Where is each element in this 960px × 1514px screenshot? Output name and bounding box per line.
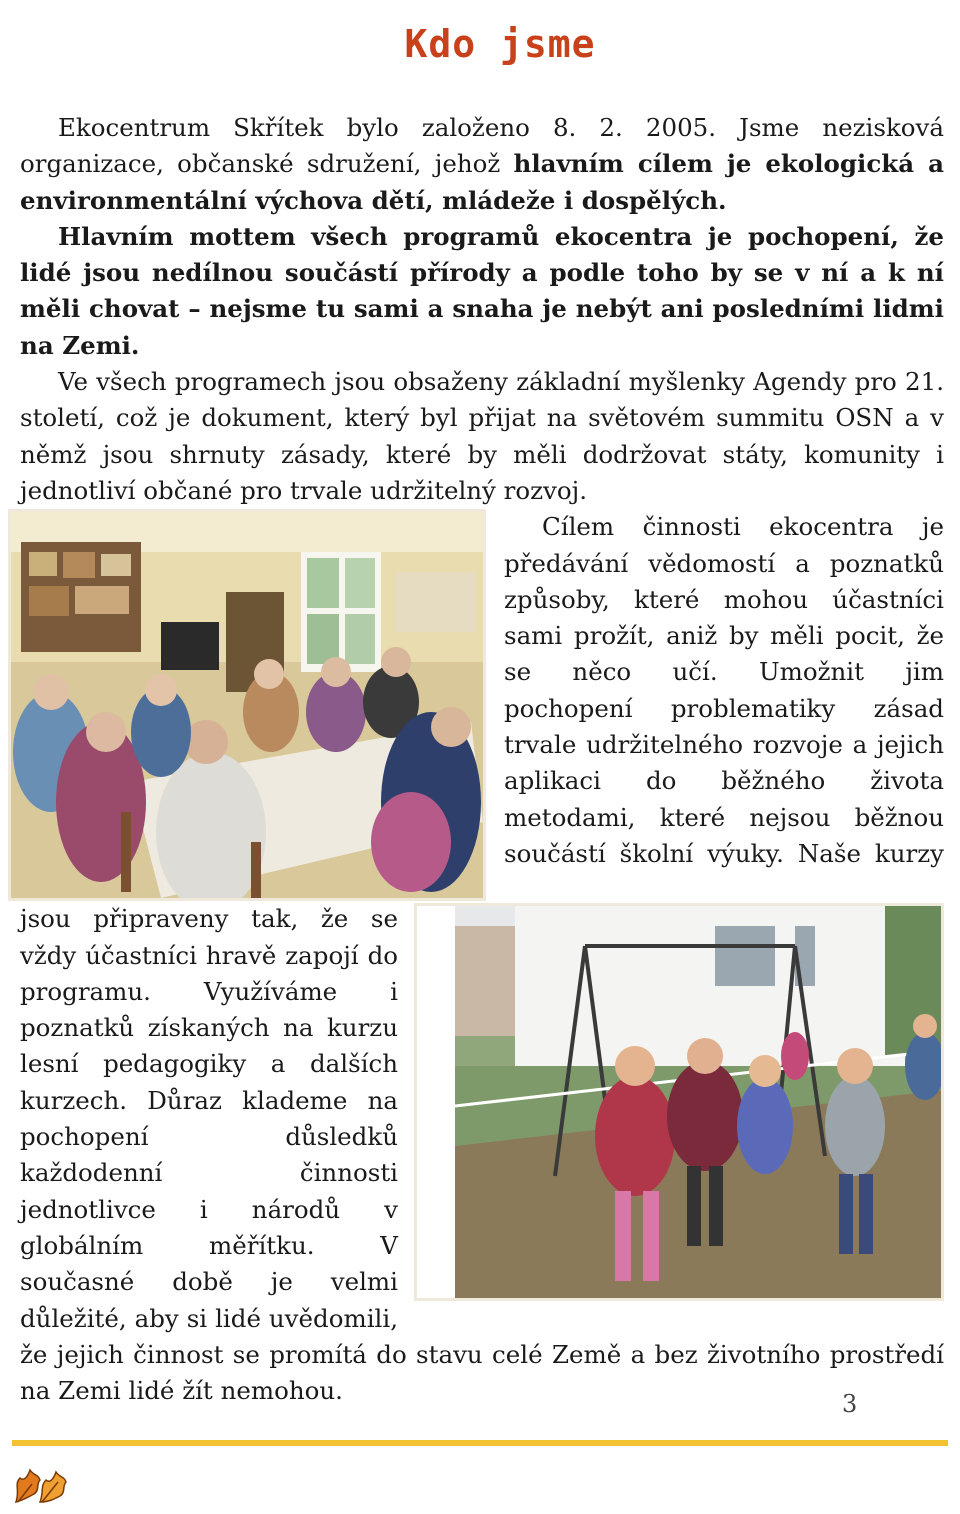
page-number: 3	[842, 1390, 858, 1418]
main-goal-text: hlavním cílem je ekologická a environmentální výchova dětí, mládeže i dospělých.	[20, 149, 944, 215]
goals-text: Cílem činnosti ekocentra je předávání vědomostí a poznatků způsoby, které mohou účastníci sami prožít, aniž by měli pocit, že se něco učí. Umožnit jim pochopení problematiky zásad trvale udržitelného rozvoje a jejich aplikaci do běžného života metodami, které nejsou běžnou součástí školní výuky. Naše kurzy jsou připraveny tak, že se vždy účastníci hravě zapojí do programu. Využíváme i poznatků získaných na kurzu lesní pedagogiky a dalších kurzech. Důraz klademe na pochopení důsledků každodenní činnosti jednotlivce i národů v globálním měřítku. V současné době je velmi důležité, aby si lidé uvědomili, že jejich činnost se promítá do stavu celé Země a bez životního prostředí na Zemi lidé žít nemohou.	[20, 512, 944, 1406]
photo-children-game	[414, 903, 944, 1301]
page-title: Kdo jsme	[404, 22, 596, 66]
paragraph-founding	[20, 110, 944, 219]
motto-text: Hlavním mottem všech programů ekocentra je pochopení, že lidé jsou nedílnou součástí přírody a podle toho by se v ní a k ní měli chovat – nejsme tu sami a snaha je nebýt ani posledními lidmi na Zemi.	[20, 221, 944, 360]
founding-text: Ekocentrum Skřítek bylo založeno 8. 2. 2005. Jsme nezisková organizace, občanské sdružení, jehož	[20, 113, 944, 179]
article-body	[20, 110, 944, 1409]
photo-seniors-workshop-image	[11, 512, 483, 898]
paragraph-agenda	[20, 364, 944, 509]
paragraph-motto	[20, 219, 944, 364]
photo-children-game-image	[455, 906, 944, 1298]
footer-separator	[12, 1440, 948, 1446]
agenda-text: Ve všech programech jsou obsaženy základní myšlenky Agendy pro 21. století, což je dokument, který byl přijat na světovém summitu OSN a v němž jsou shrnuty zásady, které by měli dodržovat státy, komunity i jednotliví občané pro trvale udržitelný rozvoj.	[20, 367, 944, 505]
photo-seniors-workshop	[8, 509, 486, 901]
oak-leaves-icon	[10, 1456, 72, 1508]
